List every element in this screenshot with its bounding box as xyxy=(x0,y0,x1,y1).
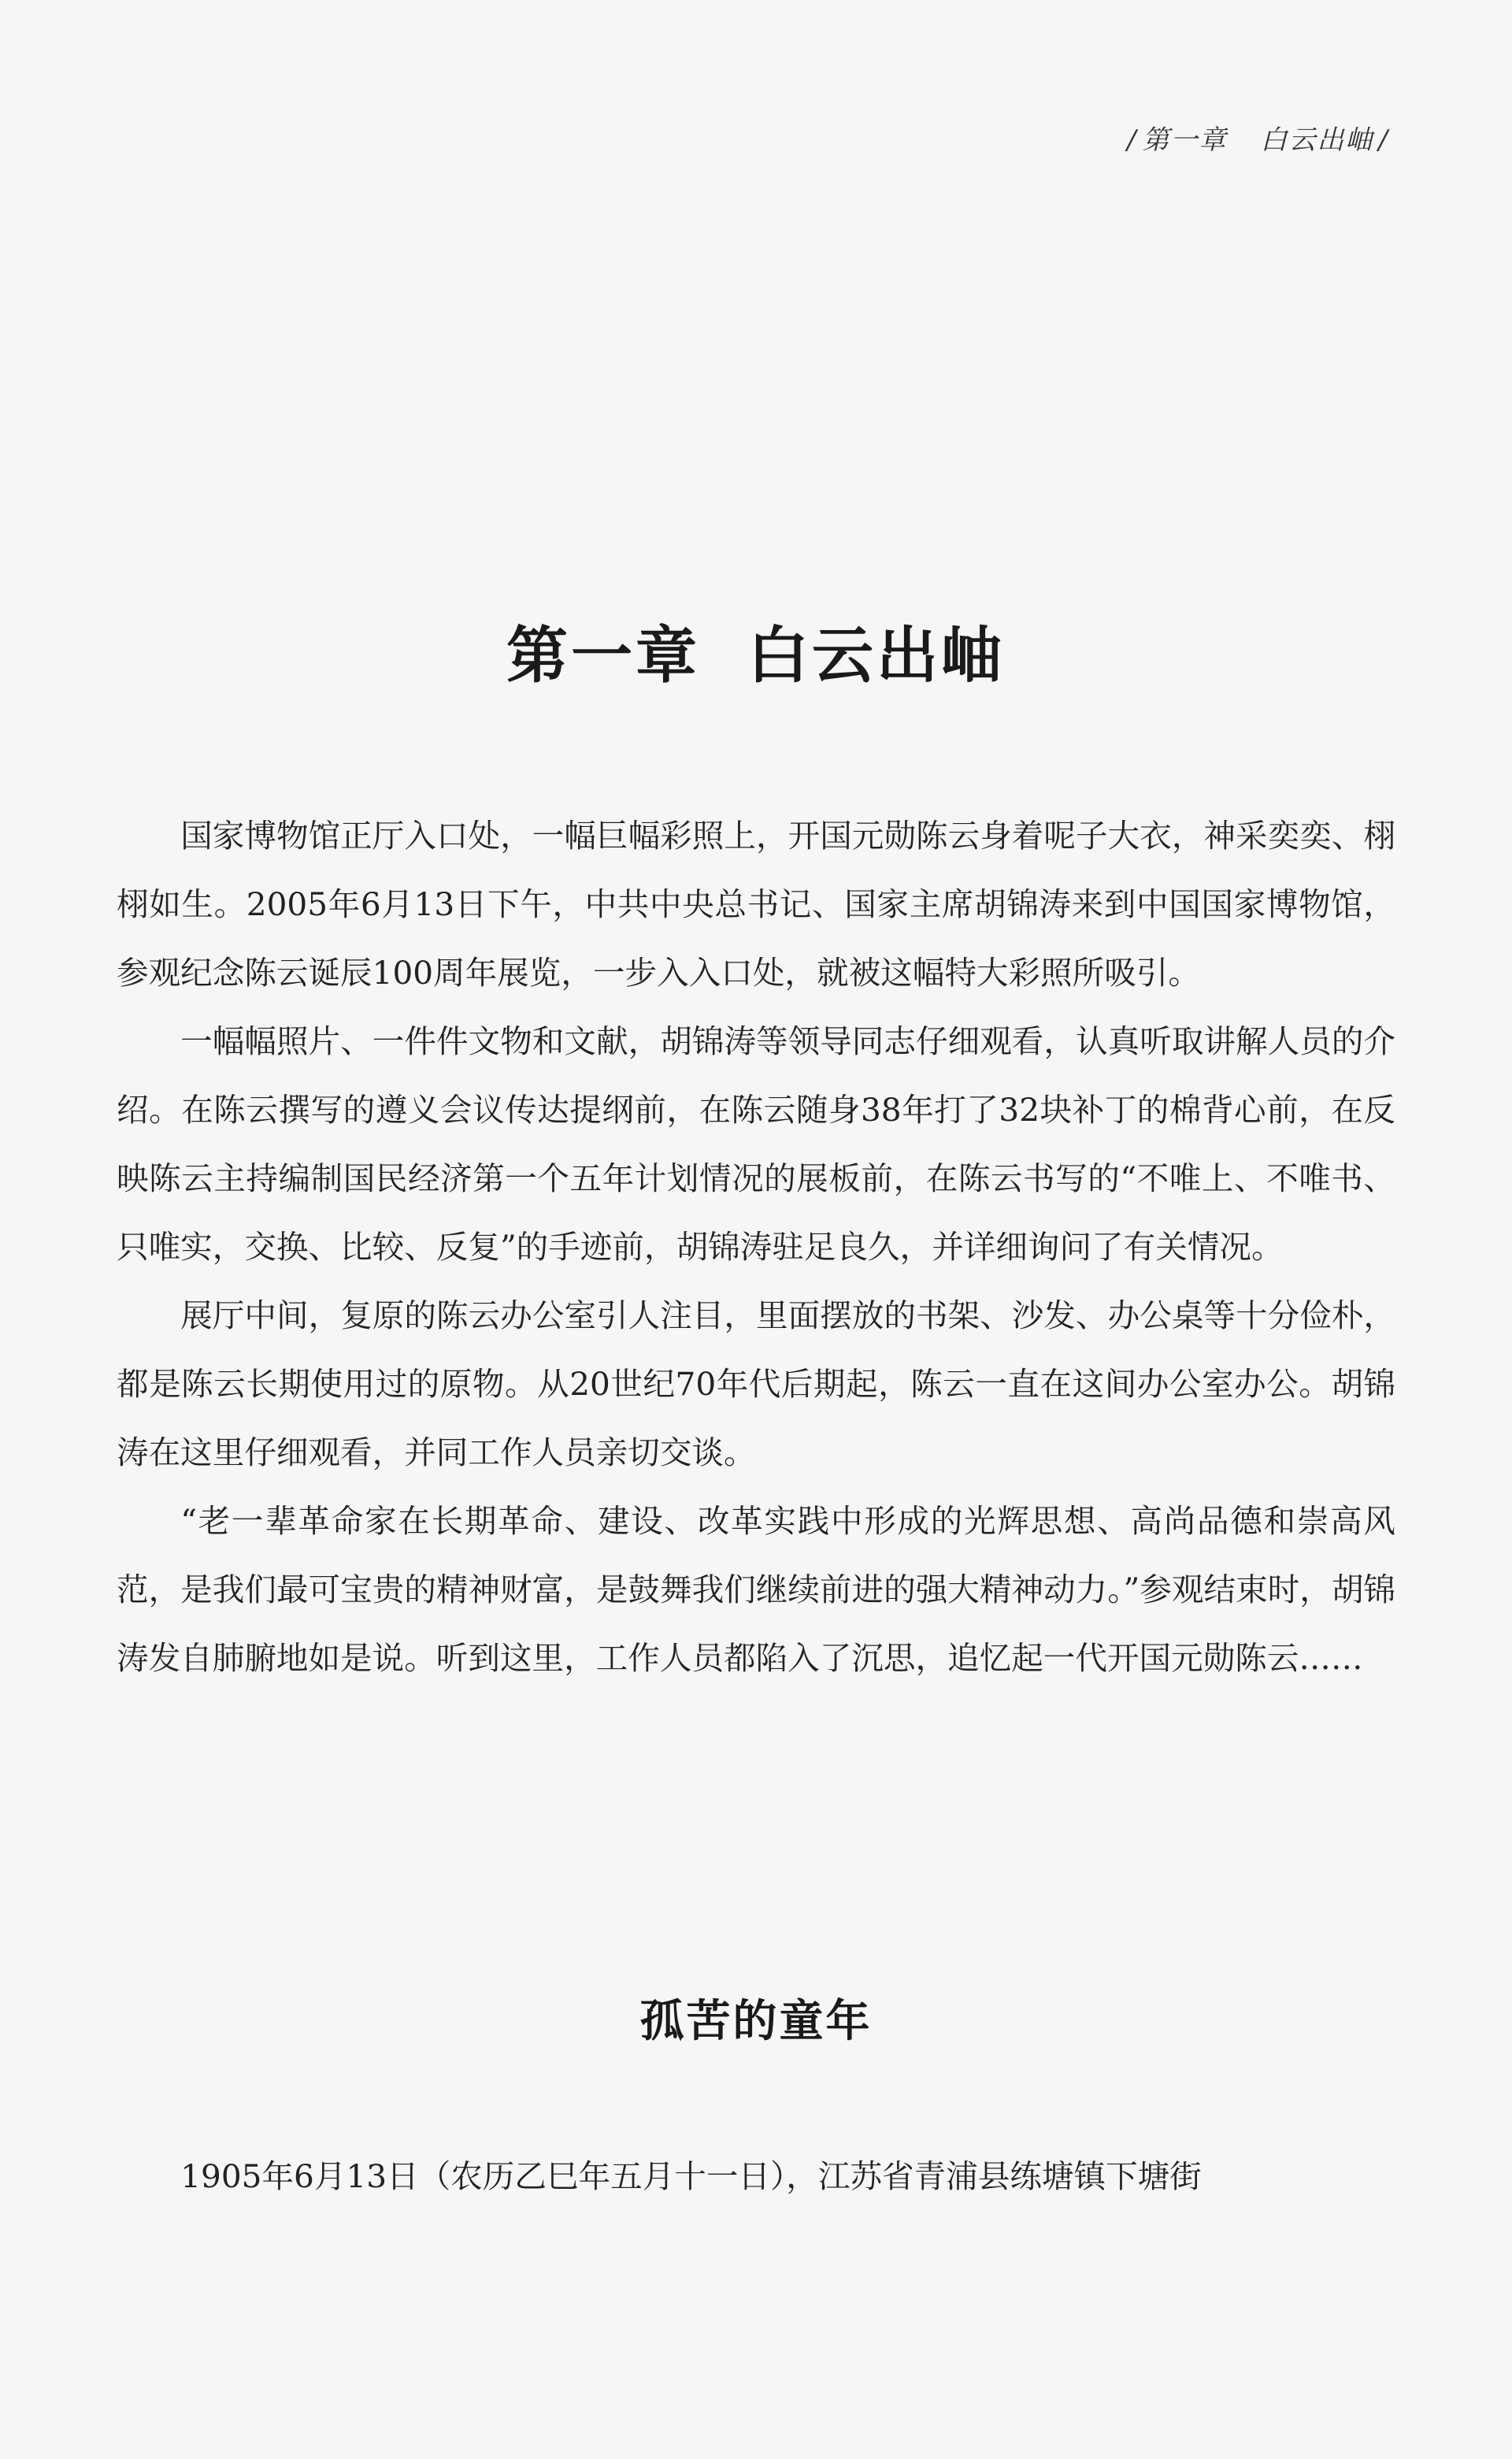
paragraph: 展厅中间，复原的陈云办公室引人注目，里面摆放的书架、沙发、办公桌等十分俭朴，都是陈云长期使用过的原物。从20世纪70年代后期起，陈云一直在这间办公室办公。胡锦涛在这里仔细观看，并同工作人员亲切交谈。 xyxy=(117,1296,1395,1471)
paragraph: 国家博物馆正厅入口处，一幅巨幅彩照上，开国元勋陈云身着呢子大衣，神采奕奕、栩栩如生。2005年6月13日下午，中共中央总书记、国家主席胡锦涛来到中国国家博物馆，参观纪念陈云诞辰100周年展览，一步入入口处，就被这幅特大彩照所吸引。 xyxy=(117,817,1395,992)
running-head xyxy=(1122,118,1394,157)
chapter-number: 第一章 xyxy=(506,621,700,692)
running-head-title: 白云出岫 xyxy=(1260,124,1374,156)
paragraph: 一幅幅照片、一件件文物和文献，胡锦涛等领导同志仔细观看，认真听取讲解人员的介绍。在陈云撰写的遵义会议传达提纲前，在陈云随身38年打了32块补丁的棉背心前，在反映陈云主持编制国民经济第一个五年计划情况的展板前，在陈云书写的“不唯上、不唯书、只唯实，交换、比较、反复”的手迹前，胡锦涛驻足良久，并详细询问了有关情况。 xyxy=(117,1022,1395,1266)
chapter-title xyxy=(0,606,1512,695)
running-head-slash-right: / xyxy=(1378,124,1389,156)
section-title: 孤苦的童年 xyxy=(639,1996,873,2047)
chapter-name: 白云出岫 xyxy=(747,621,1006,692)
running-head-slash-left: / xyxy=(1127,124,1138,156)
paragraph: “老一辈革命家在长期革命、建设、改革实践中形成的光辉思想、高尚品德和崇高风范，是我们最可宝贵的精神财富，是鼓舞我们继续前进的强大精神动力。”参观结束时，胡锦涛发自肺腑地如是说。听到这里，工作人员都陷入了沉思，追忆起一代开国元勋陈云…… xyxy=(117,1502,1395,1677)
chapter-body xyxy=(117,802,1395,1693)
section-body xyxy=(117,2142,1395,2211)
running-head-chapter: 第一章 xyxy=(1142,124,1228,156)
paragraph: 1905年6月13日（农历乙巳年五月十一日），江苏省青浦县练塘镇下塘街 xyxy=(180,2157,1202,2195)
